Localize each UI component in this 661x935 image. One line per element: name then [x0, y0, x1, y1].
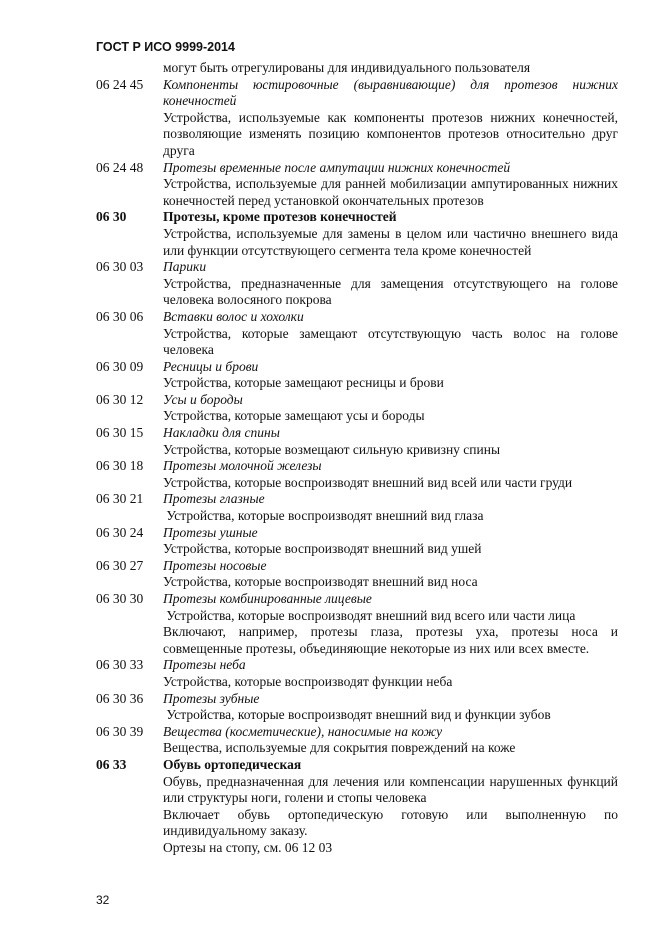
entry-description: Устройства, которые воспроизводят внешний вид глаза	[163, 508, 484, 524]
entry-title: Протезы неба	[163, 657, 246, 673]
classification-list	[96, 60, 618, 857]
entry-code: 06 30 12	[96, 391, 144, 407]
entry-06-30	[96, 209, 618, 259]
entry-description: Устройства, предназначенные для замещения отсутствующего на голове человека волосяного покрова	[163, 275, 618, 308]
entry-description: Устройства, которые замещают усы и бороды	[163, 408, 425, 424]
entry-06-30-12	[96, 392, 618, 425]
continuation-text: могут быть отрегулированы для индивидуального пользователя	[163, 60, 531, 75]
entry-code: 06 30 06	[96, 308, 144, 324]
entry-description: Устройства, которые воспроизводят внешний вид всей или части груди	[163, 474, 573, 490]
entry-description: Устройства, которые воспроизводят внешний вид носа	[163, 574, 478, 590]
entry-description: Устройства, которые воспроизводят внешний вид и функции зубов	[163, 707, 551, 723]
entry-title: Протезы зубные	[163, 690, 260, 706]
entry-code: 06 30 33	[96, 657, 144, 673]
entry-description: Обувь, предназначенная для лечения или компенсации нарушенных функций или структуры ноги, голени и стопы человека	[163, 773, 618, 806]
entry-code: 06 30 03	[96, 259, 144, 275]
entry-06-24-45	[96, 77, 618, 160]
entry-06-24-48	[96, 160, 618, 210]
entry-title: Накладки для спины	[163, 425, 280, 441]
entry-code: 06 30 39	[96, 723, 144, 739]
entry-code: 06 30 24	[96, 524, 144, 540]
entry-description: Устройства, которые замещают ресницы и брови	[163, 375, 444, 391]
entry-06-30-33	[96, 657, 618, 690]
section-code: 06 33	[96, 756, 127, 772]
section-code: 06 30	[96, 209, 127, 225]
entry-code: 06 30 30	[96, 591, 144, 606]
entry-06-30-30	[96, 591, 618, 657]
entry-title: Протезы ушные	[163, 524, 258, 540]
entry-description: Устройства, которые воспроизводят внешний вид ушей	[163, 541, 482, 557]
entry-title: Протезы временные после ампутации нижних конечностей	[163, 159, 511, 175]
entry-title: Вставки волос и хохолки	[163, 308, 304, 324]
continuation-row	[96, 60, 618, 77]
entry-06-30-06	[96, 309, 618, 359]
entry-code: 06 30 09	[96, 358, 144, 374]
entry-description: Устройства, используемые для замены в целом или частично внешнего вида или функции отсутствующего сегмента тела кроме конечностей	[163, 225, 618, 258]
document-header: ГОСТ Р ИСО 9999-2014	[96, 40, 235, 54]
entry-code: 06 30 15	[96, 425, 144, 441]
entry-06-30-24	[96, 525, 618, 558]
entry-description: Устройства, которые воспроизводят внешний вид всего или части лица	[163, 607, 576, 623]
section-title: Обувь ортопедическая	[163, 756, 302, 772]
entry-06-30-21	[96, 491, 618, 524]
entry-06-30-09	[96, 359, 618, 392]
entry-06-30-27	[96, 558, 618, 591]
entry-description: Устройства, используемые для ранней мобилизации ампутированных нижних конечностей перед установкой окончательных протезов	[163, 176, 618, 208]
entry-title: Парики	[163, 259, 207, 275]
entry-code: 06 24 45	[96, 76, 144, 92]
entry-cross-reference: Ортезы на стопу, см. 06 12 03	[163, 839, 333, 855]
entry-description: Вещества, используемые для сокрытия повреждений на коже	[163, 740, 516, 756]
entry-note: Включают, например, протезы глаза, протезы уха, протезы носа и совмещенные протезы, объединяющие некоторые из них или всех вместе.	[163, 624, 618, 656]
entry-code: 06 30 18	[96, 458, 144, 474]
entry-06-30-15	[96, 425, 618, 458]
entry-code: 06 24 48	[96, 159, 144, 175]
section-title: Протезы, кроме протезов конечностей	[163, 209, 397, 225]
entry-code: 06 30 36	[96, 690, 144, 706]
entry-06-30-03	[96, 259, 618, 309]
entry-title: Ресницы и брови	[163, 358, 259, 374]
entry-description: Устройства, используемые как компоненты протезов нижних конечностей, позволяющие изменять позицию компонентов протезов относительно друг друга	[163, 109, 618, 158]
entry-06-30-39	[96, 724, 618, 757]
page-number: 32	[96, 893, 110, 907]
entry-note: Включает обувь ортопедическую готовую или выполненную по индивидуальному заказу.	[163, 806, 618, 839]
entry-title: Компоненты юстировочные (выравнивающие) для протезов нижних конечностей	[163, 76, 618, 109]
entry-description: Устройства, которые замещают отсутствующую часть волос на голове человека	[163, 325, 618, 358]
entry-title: Протезы носовые	[163, 557, 267, 573]
entry-title: Протезы молочной железы	[163, 458, 322, 474]
entry-title: Протезы комбинированные лицевые	[163, 591, 372, 606]
entry-title: Протезы глазные	[163, 491, 265, 507]
entry-description: Устройства, которые воспроизводят функции неба	[163, 673, 453, 689]
entry-06-30-36	[96, 691, 618, 724]
entry-code: 06 30 27	[96, 557, 144, 573]
entry-06-33	[96, 757, 618, 857]
entry-title: Вещества (косметические), наносимые на кожу	[163, 723, 443, 739]
entry-title: Усы и бороды	[163, 391, 243, 407]
entry-description: Устройства, которые возмещают сильную кривизну спины	[163, 441, 501, 457]
entry-06-30-18	[96, 458, 618, 491]
entry-code: 06 30 21	[96, 491, 144, 507]
